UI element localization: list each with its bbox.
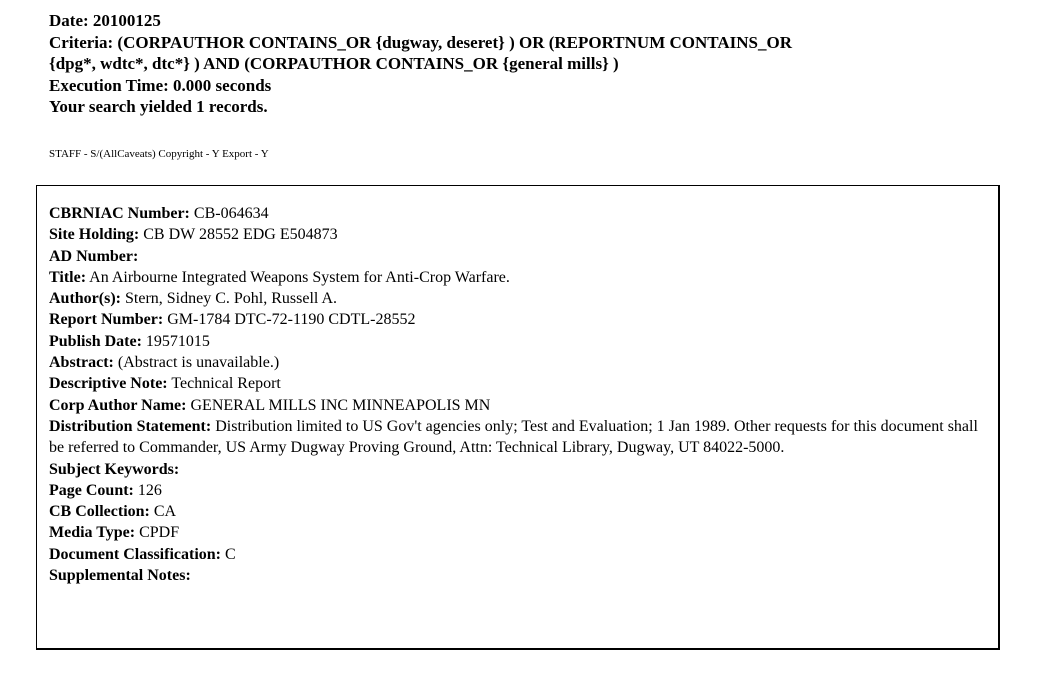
field-label: Site Holding: <box>49 226 140 244</box>
record-fields <box>49 203 984 586</box>
field-label: Title: <box>49 268 87 286</box>
field-value: CB DW 28552 EDG E504873 <box>143 226 338 244</box>
field-supplemental-notes <box>49 565 984 586</box>
field-value: Stern, Sidney C. Pohl, Russell A. <box>125 290 338 308</box>
search-summary <box>49 10 1009 118</box>
field-value: C <box>224 545 236 563</box>
field-label: CB Collection: <box>49 503 150 521</box>
record-border-left <box>36 185 37 650</box>
record-border-bottom <box>36 648 1000 650</box>
field-value: (Abstract is unavailable.) <box>117 354 280 372</box>
field-label: Page Count: <box>49 481 134 499</box>
field-ad-number <box>49 246 984 267</box>
field-label: Abstract: <box>49 354 114 372</box>
search-date: Date: 20100125 <box>49 11 161 30</box>
field-value: GENERAL MILLS INC MINNEAPOLIS MN <box>190 396 491 414</box>
field-value: Distribution limited to US Gov't agencies only; Test and Evaluation; 1 Jan 1989. Other requests for this document shall be referred to Commander, US Army Dugway Proving Ground, Attn: Technical Library, Dugway, UT 84022-5000. <box>49 417 978 457</box>
field-media-type <box>49 522 984 543</box>
field-label: Supplemental Notes: <box>49 567 191 585</box>
field-label: Document Classification: <box>49 545 221 563</box>
field-title <box>49 267 984 288</box>
field-label: Publish Date: <box>49 332 142 350</box>
field-value: CB-064634 <box>193 205 269 222</box>
field-publish-date <box>49 331 984 352</box>
field-label: Distribution Statement: <box>49 417 212 435</box>
record-border-top <box>36 185 1000 186</box>
field-label: Corp Author Name: <box>49 396 187 414</box>
search-criteria-line-1: Criteria: (CORPAUTHOR CONTAINS_OR {dugway, deseret} ) OR (REPORTNUM CONTAINS_OR <box>49 32 792 52</box>
results-count: Your search yielded 1 records. <box>49 97 268 116</box>
field-label: Author(s): <box>49 290 121 308</box>
field-cb-collection <box>49 501 984 522</box>
field-corp-author-name <box>49 395 984 416</box>
field-label: Media Type: <box>49 524 136 542</box>
execution-time: Execution Time: 0.000 seconds <box>49 75 272 95</box>
field-site-holding <box>49 224 984 245</box>
field-abstract <box>49 352 984 373</box>
record-border-right <box>998 185 1000 650</box>
field-value: 126 <box>137 481 162 499</box>
field-distribution-statement <box>49 416 984 459</box>
field-report-number <box>49 309 984 330</box>
field-value: CPDF <box>139 524 180 542</box>
staff-caveats-line: STAFF - S/(AllCaveats) Copyright - Y Export - Y <box>49 148 269 160</box>
field-subject-keywords <box>49 459 984 480</box>
field-cbrniac-number <box>49 203 984 224</box>
field-label: AD Number: <box>49 247 139 265</box>
field-value: Technical Report <box>171 375 281 393</box>
field-value: CA <box>153 503 177 521</box>
field-label: Descriptive Note: <box>49 375 168 393</box>
field-page-count <box>49 480 984 501</box>
field-value: 19571015 <box>145 332 210 350</box>
field-value: GM-1784 DTC-72-1190 CDTL-28552 <box>167 311 416 329</box>
field-label: Subject Keywords: <box>49 460 180 478</box>
record-box <box>36 185 1000 650</box>
field-document-classification <box>49 544 984 565</box>
field-label: Report Number: <box>49 311 164 329</box>
search-criteria-line-2: {dpg*, wdtc*, dtc*} ) AND (CORPAUTHOR CONTAINS_OR {general mills} ) <box>49 54 619 73</box>
field-descriptive-note <box>49 373 984 394</box>
field-authors <box>49 288 984 309</box>
field-value: An Airbourne Integrated Weapons System for Anti-Crop Warfare. <box>89 268 510 286</box>
field-label: CBRNIAC Number: <box>49 205 190 222</box>
